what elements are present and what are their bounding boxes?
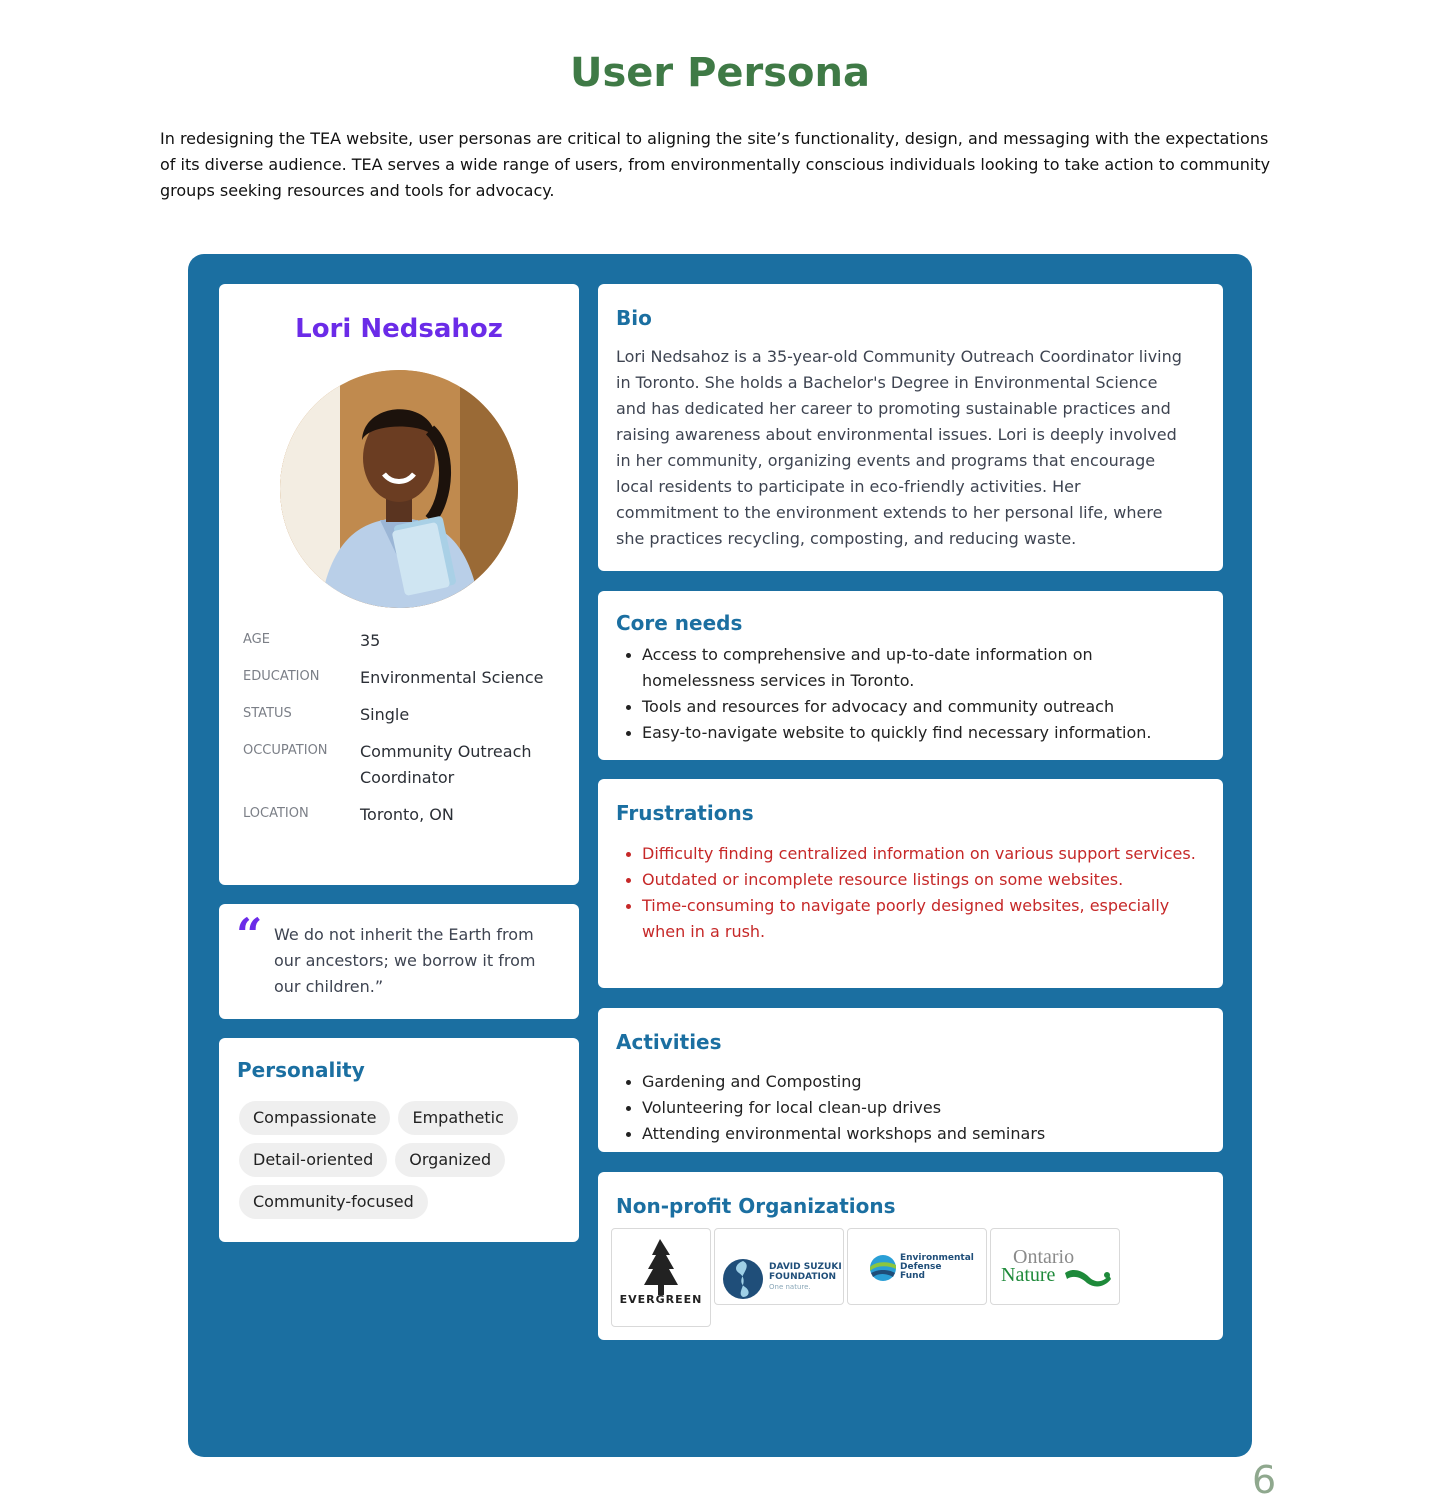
logo-label: EVERGREEN	[619, 1293, 703, 1306]
avatar	[280, 370, 518, 608]
list-item: Volunteering for local clean-up drives	[624, 1095, 1204, 1121]
fact-label: OCCUPATION	[243, 743, 328, 758]
persona-facts	[243, 628, 563, 839]
personality-tags	[239, 1101, 559, 1227]
logo-label: Environmental	[900, 1253, 974, 1263]
list-item: Easy-to-navigate website to quickly find necessary information.	[624, 720, 1204, 746]
logo-label: DAVID SUZUKI	[769, 1262, 842, 1272]
page-number: 6	[1252, 1458, 1277, 1502]
frustrations-card	[598, 779, 1223, 988]
list-item: Access to comprehensive and up-to-date information on homelessness services in Toronto.	[624, 642, 1204, 694]
profile-card	[219, 284, 579, 885]
persona-name: Lori Nedsahoz	[295, 314, 503, 344]
list-item: Time-consuming to navigate poorly designed websites, especially when in a rush.	[624, 893, 1204, 945]
ontario-nature-logo[interactable]	[990, 1228, 1120, 1305]
fact-status	[243, 702, 563, 728]
logo-label: Defense	[900, 1262, 942, 1272]
fact-label: EDUCATION	[243, 669, 320, 684]
fact-occupation	[243, 739, 563, 791]
fact-label: AGE	[243, 632, 270, 647]
personality-heading: Personality	[237, 1058, 365, 1082]
frustrations-list	[624, 841, 1204, 945]
fact-value: Community Outreach Coordinator	[360, 742, 532, 787]
suzuki-swirl-icon	[721, 1257, 765, 1301]
avatar-illustration	[280, 370, 518, 608]
list-item: Outdated or incomplete resource listings on some websites.	[624, 867, 1204, 893]
bio-heading: Bio	[616, 306, 652, 330]
fact-age	[243, 628, 563, 654]
personality-tag: Compassionate	[239, 1101, 390, 1135]
list-item: Tools and resources for advocacy and community outreach	[624, 694, 1204, 720]
list-item: Attending environmental workshops and seminars	[624, 1121, 1204, 1147]
fact-label: STATUS	[243, 706, 292, 721]
fact-value: Environmental Science	[360, 668, 544, 687]
logo-label: Fund	[900, 1271, 925, 1281]
core-needs-heading: Core needs	[616, 611, 743, 635]
logo-tagline: One nature.	[769, 1283, 811, 1291]
fact-value: 35	[360, 631, 381, 650]
personality-tag: Empathetic	[398, 1101, 517, 1135]
environmental-defense-fund-logo[interactable]	[847, 1228, 987, 1305]
organizations-heading: Non-profit Organizations	[616, 1194, 896, 1218]
personality-card	[219, 1038, 579, 1242]
fact-value: Single	[360, 705, 410, 724]
core-needs-list	[624, 642, 1204, 746]
page-title: User Persona	[570, 50, 870, 96]
logo-label: FOUNDATION	[769, 1272, 837, 1282]
fact-education	[243, 665, 563, 691]
core-needs-card	[598, 591, 1223, 760]
personality-tag: Organized	[395, 1143, 505, 1177]
logo-label: Nature	[1001, 1264, 1056, 1286]
bio-card	[598, 284, 1223, 571]
quote-icon: “	[236, 908, 263, 962]
frustrations-heading: Frustrations	[616, 801, 754, 825]
list-item: Difficulty finding centralized information on various support services.	[624, 841, 1204, 867]
bio-text: Lori Nedsahoz is a 35-year-old Community Outreach Coordinator living in Toronto. She holds a Bachelor's Degree in Environmental Science and has dedicated her career to promoting sustainable practices and raising awareness about environmental issues. Lori is deeply involved in her community, organizing events and programs that encourage local residents to participate in eco-friendly activities. Her commitment to the environment extends to her personal life, where she practices recycling, composting, and reducing waste.	[616, 347, 1182, 548]
fact-label: LOCATION	[243, 806, 309, 821]
fact-value: Toronto, ON	[360, 805, 454, 824]
edf-globe-icon	[868, 1253, 898, 1283]
evergreen-logo[interactable]	[611, 1228, 711, 1327]
quote-card	[219, 904, 579, 1019]
activities-list	[624, 1069, 1204, 1147]
logo-label: Ontario	[1013, 1246, 1075, 1268]
personality-tag: Detail-oriented	[239, 1143, 387, 1177]
list-item: Gardening and Composting	[624, 1069, 1204, 1095]
david-suzuki-foundation-logo[interactable]	[714, 1228, 844, 1305]
otter-icon	[1063, 1263, 1115, 1289]
activities-heading: Activities	[616, 1030, 722, 1054]
fact-location	[243, 802, 563, 828]
quote-text: We do not inherit the Earth from our ancestors; we borrow it from our children.”	[274, 925, 536, 996]
intro-paragraph: In redesigning the TEA website, user personas are critical to aligning the site’s functionality, design, and messaging with the expectations of its diverse audience. TEA serves a wide range of users, from environmentally conscious individuals looking to take action to community groups seeking resources and tools for advocacy.	[160, 129, 1271, 200]
personality-tag: Community-focused	[239, 1185, 428, 1219]
activities-card	[598, 1008, 1223, 1152]
